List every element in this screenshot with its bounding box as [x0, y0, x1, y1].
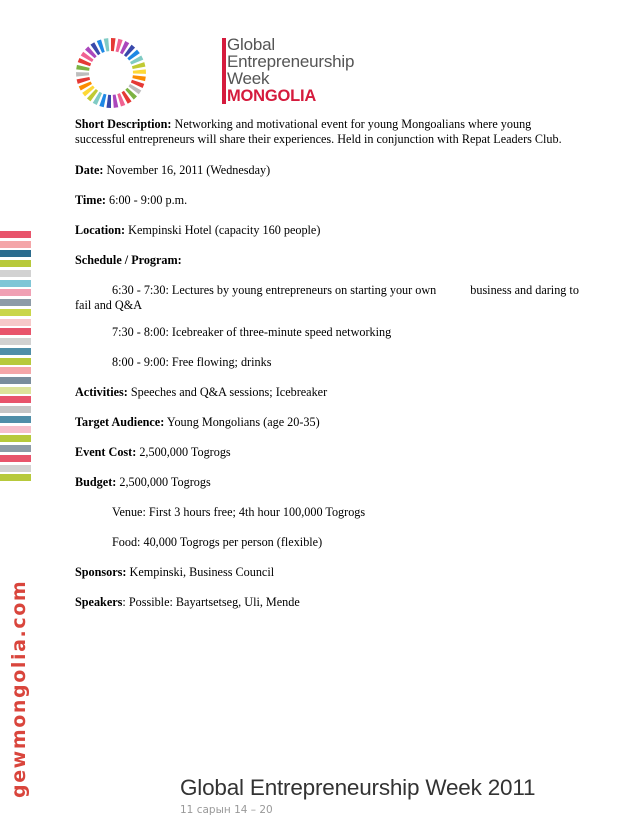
- stripe-band: [0, 348, 31, 355]
- schedule-item: [75, 355, 271, 370]
- budget-value: 2,500,000 Togrogs: [116, 475, 211, 489]
- audience-line: [75, 415, 320, 430]
- speakers-line: [75, 595, 300, 610]
- schedule-item-wrap: [75, 298, 142, 313]
- footer-date-range: 11 сарын 14 – 20: [180, 804, 273, 816]
- sponsors-label: Sponsors:: [75, 565, 127, 579]
- stripe-band: [0, 455, 31, 462]
- schedule-heading: [75, 253, 182, 268]
- budget-line: [75, 475, 211, 490]
- cost-label: Event Cost:: [75, 445, 137, 459]
- logo-ring-segment: [133, 69, 146, 74]
- budget-item-food: Food: 40,000 Togrogs per person (flexible): [112, 535, 323, 549]
- stripe-band: [0, 396, 31, 403]
- schedule-item-1-text: 6:30 - 7:30: Lectures by young entrepreneurs on starting your own: [112, 283, 437, 297]
- gew-logo: [74, 35, 355, 110]
- stripe-band: [0, 280, 31, 287]
- logo-ring-graphic: [74, 36, 148, 110]
- logo-ring-segment: [111, 38, 116, 51]
- schedule-item: [75, 283, 579, 298]
- logo-wordmark: [227, 36, 354, 105]
- location-label: Location:: [75, 223, 126, 237]
- schedule-item: [75, 325, 391, 340]
- logo-ring-segment: [76, 65, 89, 71]
- stripe-band: [0, 445, 31, 452]
- audience-value: Young Mongolians (age 20-35): [164, 415, 320, 429]
- schedule-item-2-text: 7:30 - 8:00: Icebreaker of three-minute speed networking: [112, 325, 392, 339]
- stripe-band: [0, 338, 31, 345]
- time-value: 6:00 - 9:00 p.m.: [105, 193, 188, 207]
- stripe-band: [0, 474, 31, 481]
- logo-line-global: Global: [227, 35, 275, 54]
- stripe-band: [0, 367, 31, 374]
- stripe-band: [0, 250, 31, 257]
- budget-item: [75, 505, 365, 520]
- activities-label: Activities:: [75, 385, 128, 399]
- stripe-band: [0, 319, 31, 326]
- short-description: [75, 117, 575, 147]
- schedule-item-1-wrap-text: fail and Q&A: [75, 298, 143, 312]
- audience-label: Target Audience:: [75, 415, 165, 429]
- stripe-band: [0, 416, 31, 423]
- date-value: November 16, 2011 (Wednesday): [103, 163, 271, 177]
- stripe-band: [0, 299, 31, 306]
- cost-line: [75, 445, 231, 460]
- date-line: [75, 163, 270, 178]
- stripe-band: [0, 231, 31, 238]
- stripe-band: [0, 309, 31, 316]
- schedule-label: Schedule / Program:: [75, 253, 182, 267]
- stripe-band: [0, 328, 31, 335]
- logo-line-mongolia: MONGOLIA: [227, 87, 317, 105]
- logo-divider-bar: [222, 38, 226, 104]
- location-value: Kempinski Hotel (capacity 160 people): [125, 223, 321, 237]
- stripe-band: [0, 270, 31, 277]
- speakers-label: Speakers: [75, 595, 123, 609]
- stripe-band: [0, 358, 31, 365]
- sponsors-value: Kempinski, Business Council: [126, 565, 275, 579]
- time-label: Time:: [75, 193, 106, 207]
- cost-value: 2,500,000 Togrogs: [136, 445, 231, 459]
- logo-line-entrepreneurship: Entrepreneurship: [227, 52, 355, 71]
- activities-line: [75, 385, 327, 400]
- stripe-band: [0, 435, 31, 442]
- schedule-item-1-text-cont: business and daring to: [470, 283, 579, 297]
- site-url-vertical: gewmongolia.com: [8, 579, 30, 798]
- footer-title: Global Entrepreneurship Week 2011: [180, 775, 536, 800]
- short-description-text: Networking and motivational event for young Mongoalians where young successful entrepreneurs will share their experiences. Held in conjunction with Repat Leaders Club.: [75, 117, 562, 146]
- stripe-band: [0, 377, 31, 384]
- logo-ring-segment: [132, 75, 145, 81]
- sponsors-line: [75, 565, 274, 580]
- stripe-band: [0, 289, 31, 296]
- short-description-label: Short Description:: [75, 117, 172, 131]
- budget-item-venue: Venue: First 3 hours free; 4th hour 100,000 Togrogs: [112, 505, 366, 519]
- stripe-band: [0, 241, 31, 248]
- speakers-value: : Possible: Bayartsetseg, Uli, Mende: [122, 595, 300, 609]
- logo-ring-segment: [104, 38, 110, 51]
- stripe-band: [0, 426, 31, 433]
- logo-ring-segment: [106, 95, 111, 108]
- budget-label: Budget:: [75, 475, 117, 489]
- logo-ring-segment: [113, 95, 119, 108]
- time-line: [75, 193, 187, 208]
- logo-line-week: Week: [227, 69, 270, 88]
- schedule-item-3-text: 8:00 - 9:00: Free flowing; drinks: [112, 355, 272, 369]
- stripe-band: [0, 406, 31, 413]
- date-label: Date:: [75, 163, 104, 177]
- budget-item: [75, 535, 322, 550]
- stripe-band: [0, 260, 31, 267]
- activities-value: Speeches and Q&A sessions; Icebreaker: [127, 385, 328, 399]
- location-line: [75, 223, 320, 238]
- stripe-band: [0, 387, 31, 394]
- logo-ring-segment: [76, 72, 89, 77]
- stripe-band: [0, 465, 31, 472]
- decorative-stripes: [0, 231, 31, 484]
